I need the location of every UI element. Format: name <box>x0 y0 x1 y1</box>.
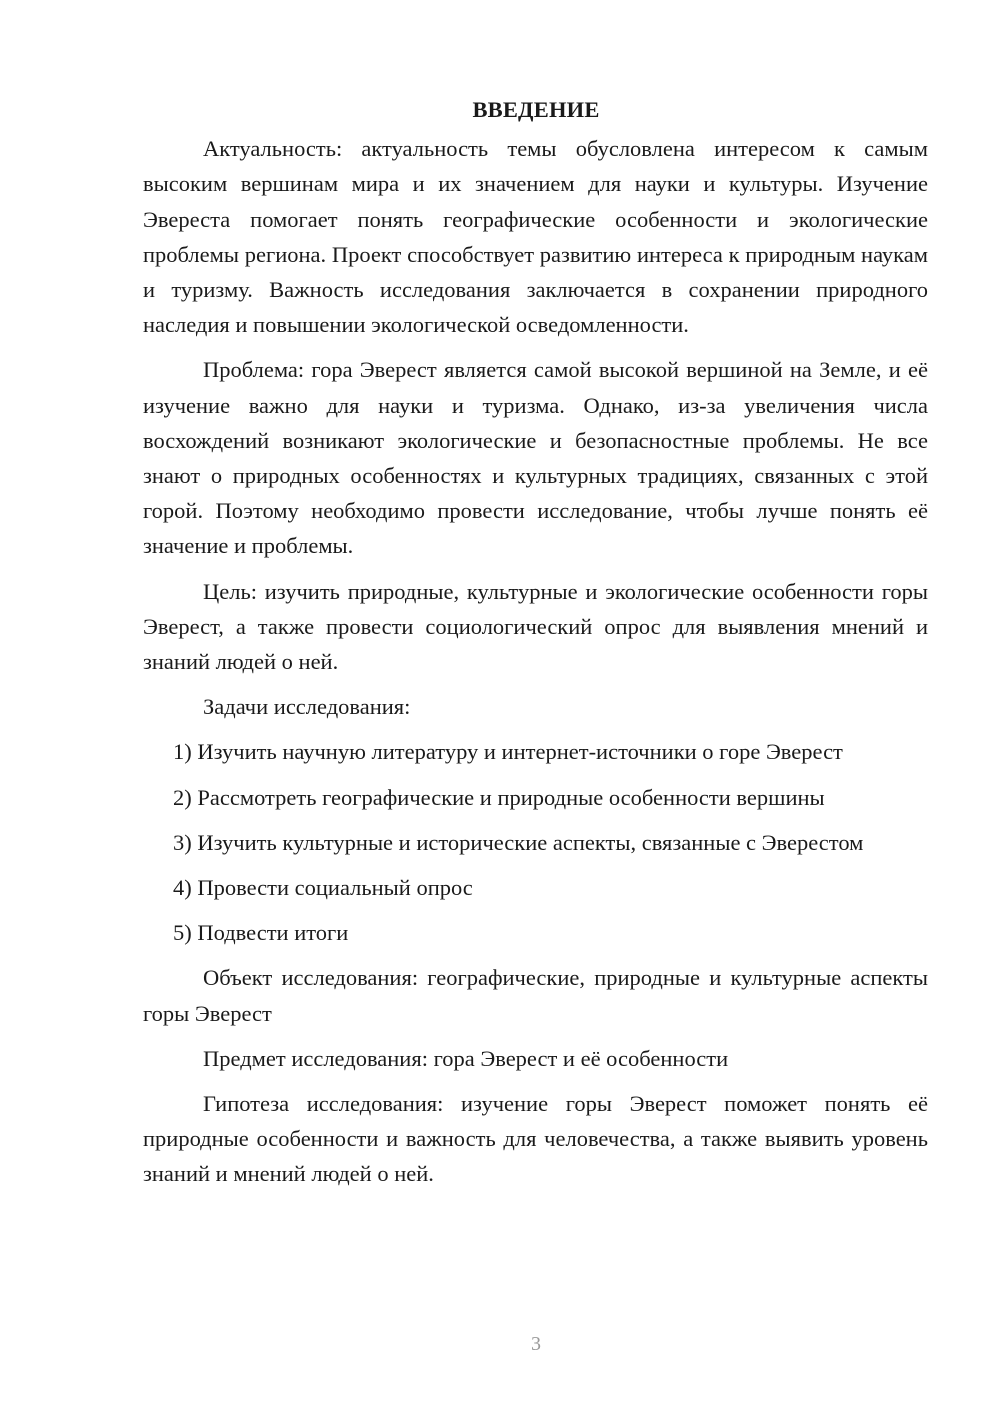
goal-paragraph: Цель: изучить природные, культурные и экологические особенности горы Эверест, а также провести социологический опрос для выявления мнений и знаний людей о ней. <box>143 578 928 675</box>
task-item-2: 2) Рассмотреть географические и природные особенности вершины <box>173 784 825 810</box>
relevance-paragraph: Актуальность: актуальность темы обусловлена интересом к самым высоким вершинам мира и их значением для науки и культуры. Изучение Эвереста помогает понять географические особенности и экологические проблемы региона. Проект способствует развитию интереса к природным наукам и туризму. Важность исследования заключается в сохранении природного наследия и повышении экологической осведомленности. <box>143 136 928 338</box>
problem-paragraph: Проблема: гора Эверест является самой высокой вершиной на Земле, и её изучение важно для науки и туризма. Однако, из-за увеличения числа восхождений возникают экологические и безопасностные проблемы. Не все знают о природных особенностях и культурных традициях, связанных с этой горой. Поэтому необходимо провести исследование, чтобы лучше понять её значение и проблемы. <box>143 357 928 559</box>
task-item-1: 1) Изучить научную литературу и интернет-источники о горе Эверест <box>173 739 843 765</box>
task-item-3: 3) Изучить культурные и исторические аспекты, связанные с Эверестом <box>173 829 864 855</box>
subject-paragraph: Предмет исследования: гора Эверест и её особенности <box>203 1045 729 1071</box>
page-content <box>143 92 928 1192</box>
tasks-heading: Задачи исследования: <box>203 694 411 720</box>
page-number: 3 <box>531 1333 541 1355</box>
task-item-5: 5) Подвести итоги <box>173 920 349 946</box>
object-paragraph: Объект исследования: географические, природные и культурные аспекты горы Эверест <box>143 965 928 1026</box>
section-title: ВВЕДЕНИЕ <box>472 97 600 122</box>
hypothesis-paragraph: Гипотеза исследования: изучение горы Эверест поможет понять её природные особенности и важность для человечества, а также выявить уровень знаний и мнений людей о ней. <box>143 1091 928 1187</box>
task-item-4: 4) Провести социальный опрос <box>173 875 473 901</box>
